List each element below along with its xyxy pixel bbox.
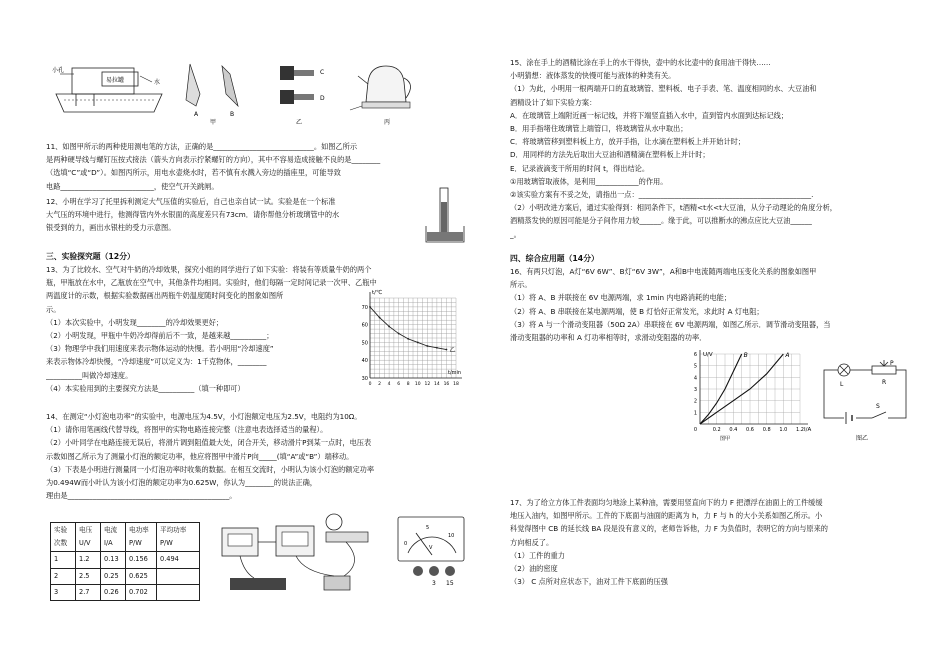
table-header: 电流I/A	[101, 523, 126, 552]
caption-jia: 图甲	[720, 436, 731, 442]
q14-line: （2）小叶同学在电路连接无误后，将滑片调到阻值最大处，闭合开关，移动滑片P到某一点时，电压表	[46, 438, 372, 448]
section-4-heading: 四、综合应用题（14分）	[510, 254, 599, 263]
meter-terminal-15: 15	[446, 580, 454, 587]
q14-line: 14、在测定“小灯泡电功率”的实验中，电源电压为4.5V，小灯泡额定电压为2.5V，电阻约为10Ω。	[46, 412, 362, 421]
x-tick-label: 4	[387, 382, 391, 387]
x-tick-label: 10	[414, 382, 421, 387]
x-axis-label: t/min	[448, 370, 462, 376]
measurement-table	[50, 522, 200, 601]
meter-terminal-3: 3	[432, 580, 436, 587]
q14-line: 为0.494W而小叶认为该小灯泡的额定功率为0.625W，你认为________的说法正确，	[46, 478, 317, 488]
x-tick-label: 1.2	[796, 427, 804, 433]
circuit-label-r: R	[882, 379, 887, 386]
caption-yi: 图乙	[856, 435, 869, 442]
q16-line: 所示。	[510, 280, 532, 290]
q16-line: 滑动变阻器的功率和 A 灯功率相等时，求滑动变阻器的功率．	[510, 333, 707, 343]
q13-line: 来表示物体冷却快慢，“冷却速度”可以定义为：1千克物体，________	[46, 357, 267, 367]
q15-line: E．记录液滴变干所用的时间 t，得出结论。	[510, 163, 650, 173]
data-point	[417, 342, 419, 344]
q15-line: C．将玻璃管移到塑料板上方，放开手指，让水滴在塑料板上并开始计时；	[510, 137, 746, 147]
label-small-hole: 小孔	[52, 67, 65, 74]
kettle-figure	[350, 66, 411, 126]
x-tick-label: 2	[378, 382, 381, 387]
meter-tick-5: 5	[426, 525, 430, 531]
q17-line: 科觉得图中 CB 的延长线 BA 段是没有意义的，老师告诉他，力 F 为负值时，表明它的方向与原来的	[510, 524, 828, 534]
meter-tick-10: 10	[448, 533, 455, 539]
question-16	[510, 265, 910, 344]
data-point	[388, 326, 390, 328]
table-cell: 0.625	[126, 568, 157, 584]
q17-line: （3） C 点所对应状态下，油对工件下底面的压强	[510, 577, 668, 587]
label-can: 易拉罐	[106, 77, 125, 84]
label-D: D	[320, 95, 325, 102]
table-cell: 1.2	[76, 552, 101, 568]
q14-line: （1）请你用笔画线代替导线，将图甲的实物电路连接完整（注意电表选择适当的量程）。	[46, 425, 328, 435]
question-15	[510, 56, 910, 241]
x-tick-label: 12	[424, 382, 431, 387]
table-header: 实验次数	[51, 523, 76, 552]
y-tick-label: 3	[693, 387, 697, 393]
table-header: 电压U/V	[76, 523, 101, 552]
q13-line: （4）本实验用到的主要探究方法是__________（填一种即可）	[46, 383, 245, 393]
iv-curve-chart	[686, 346, 816, 444]
can-in-water-figure	[52, 66, 162, 112]
x-tick-label: 1.0	[779, 427, 788, 433]
data-point	[379, 317, 381, 319]
circuit-diagram-yi	[816, 360, 914, 444]
q17-line: 方向相反了。	[510, 537, 554, 547]
data-point	[398, 333, 400, 335]
x-tick-label: 16	[443, 382, 450, 387]
table-header: 平均功率P/W	[157, 523, 200, 552]
x-tick-label: 14	[434, 382, 440, 387]
q13-line: 两温度计的示数，根据实验数据画出两瓶牛奶温度随时间变化的图象如图所	[46, 291, 284, 301]
q11-line: 是两种硬导线与螺钉压按式接法（箭头方向表示拧紧螺钉的方向），其中不容易造成接触不良的是________	[46, 155, 381, 165]
q12-line: 大气压的环境中进行，他测得管内外水银面的高度差只有73cm．请你帮他分析玻璃管中的水	[46, 210, 340, 220]
label-water: 水	[154, 79, 161, 86]
q15-line: D．用同样的方法先后取出大豆油和酒精滴在塑料板上并计时；	[510, 150, 710, 160]
table-cell: 0.702	[126, 584, 157, 600]
x-tick-label: 18	[453, 382, 459, 387]
label-A: A	[194, 111, 199, 118]
q15-line: 酒精设计了如下实验方案：	[510, 97, 597, 107]
curve-label: 乙	[449, 347, 455, 354]
x-tick-label: 8	[406, 382, 410, 387]
x-tick-label: 0.8	[762, 427, 771, 433]
y-tick-label: 6	[693, 352, 697, 358]
q17-line: （1）工件的重力	[510, 550, 565, 560]
y-tick-label: 5	[693, 363, 697, 370]
table-cell: 0.156	[126, 552, 157, 568]
table-cell	[157, 568, 200, 584]
table-cell: 1	[51, 552, 76, 568]
q13-line: 示。	[46, 304, 61, 314]
table-cell: 2	[51, 568, 76, 584]
section-3-heading: 三、实验探究题（12分）	[46, 252, 135, 261]
table-cell: 0.26	[101, 584, 126, 600]
y-tick-label: 40	[361, 358, 368, 365]
q15-line: 小明猜想：液体蒸发的快慢可能与液体的种类有关。	[510, 71, 676, 81]
table-cell: 2.7	[76, 584, 101, 600]
table-cell: 0.13	[101, 552, 126, 568]
y-tick-label: 30	[361, 376, 368, 382]
x-tick-label: 0	[368, 382, 372, 387]
y-tick-label: 60	[361, 322, 368, 329]
table-cell: 3	[51, 584, 76, 600]
table-row	[51, 552, 200, 568]
q17-line: 17、为了给立方体工件表面均匀地涂上某种油，需要用竖直向下的力 F 把漂浮在油面上的工件缓缓	[510, 498, 823, 507]
table-row	[51, 568, 200, 584]
table-cell: 2.5	[76, 568, 101, 584]
origin-label: 0	[693, 427, 697, 433]
question-11	[46, 140, 464, 193]
data-point	[436, 347, 438, 349]
label-B: B	[230, 111, 235, 118]
meter-tick-0: 0	[404, 541, 408, 547]
y-tick-label: 4	[693, 375, 697, 382]
x-tick-label: 0.6	[746, 427, 754, 433]
q13-line: （3）物理学中我们用速度来表示物体运动的快慢。若小明用“冷却速度”	[46, 344, 274, 354]
q15-line: （1）为此，小明用一根两端开口的直玻璃管、塑料板、电子手表、笔、温度相同的水、大豆油和	[510, 84, 817, 94]
q15-line: A．在玻璃管上端附近画一标记线，并将下端竖直插入水中，直到管内水面到达标记线；	[510, 110, 789, 120]
data-point	[446, 349, 448, 351]
q13-line: （1）本次实验中，小明发现________的冷却效果更好；	[46, 317, 224, 327]
q11-line: 电路__________________________，使空气开关跳闸。	[46, 181, 219, 191]
mercury-tube-figure	[424, 186, 468, 248]
question-12	[46, 195, 416, 235]
y-tick-label: 50	[361, 340, 368, 347]
q15-line: ②该实验方案有不妥之处，请指出一点：________________________________________________.	[510, 190, 814, 200]
figure-row-top	[50, 54, 450, 126]
circuit-label-l: L	[840, 381, 844, 388]
x-tick-label: 0.4	[729, 427, 738, 433]
q15-line: 酒精蒸发快的原因可能是分子间作用力较______。缘于此，可以推断水的沸点应比大豆油______	[510, 216, 812, 226]
label-C: C	[320, 69, 325, 76]
series-label: A	[785, 352, 790, 359]
q14-line: （3）下表是小明进行测量同一小灯泡功率时收集的数据。在相互交流时，小明认为该小灯泡的额定功率	[46, 464, 375, 474]
q13-line: __________叫做冷却速度。	[46, 370, 133, 380]
label-jia: 甲	[210, 119, 217, 126]
q14-line: 示数如图乙所示为了测量小灯泡的额定功率，他应将图甲中滑片P向_____(填“A”或“B”）端移动。	[46, 451, 354, 461]
q16-line: （1）将 A、B 并联接在 6V 电源两端，求 1min 内电路消耗的电能；	[510, 293, 732, 303]
x-tick-label: 0.2	[712, 427, 721, 433]
q11-line: （选填“C”或“D”）。如图丙所示，用电水壶烧水时，若不慎有水溅入旁边的插座里，可能导致	[46, 168, 341, 178]
label-bing: 丙	[384, 119, 391, 126]
y-tick-label: 2	[693, 398, 697, 405]
q12-line: 银受到的力，画出水银柱的受力示意图。	[46, 223, 176, 233]
table-cell: 0.494	[157, 552, 200, 568]
screw-terminal-figure	[280, 66, 325, 126]
data-point	[369, 306, 371, 308]
table-header: 电功率P/W	[126, 523, 157, 552]
q13-line: （2）小明发现，甲瓶中牛奶冷却得前后不一致，是越来越__________；	[46, 331, 274, 341]
q16-line: （2）将 A、B 串联接在某电源两端，使 B 灯恰好正常发光，求此时 A 灯电阻；	[510, 306, 764, 316]
q15-line: 15、涂在手上的酒精比涂在手上的水干得快，壶中的水比壶中的食用油干得快……	[510, 58, 771, 67]
test-pen-figure	[186, 64, 238, 126]
q15-line: B．用手指堵住玻璃管上端管口，将玻璃管从水中取出；	[510, 124, 688, 134]
y-tick-label: 70	[361, 304, 368, 311]
meter-unit: V	[429, 545, 433, 551]
y-tick-label: 1	[693, 410, 697, 417]
q13-line: 13、为了比较水、空气对牛奶的冷却效果，探究小组的同学进行了如下实验：将装有等质量牛奶的两个	[46, 265, 372, 274]
table-row	[51, 584, 200, 600]
x-axis-label: I/A	[804, 427, 812, 433]
q16-line: （3）将 A 与一个滑动变阻器（50Ω 2A）串联接在 6V 电源两端，如图乙所示．调节滑动变阻器，当	[510, 319, 831, 329]
data-point	[407, 338, 409, 340]
question-14	[46, 410, 464, 502]
data-point	[426, 345, 428, 347]
label-yi: 乙	[296, 119, 303, 126]
q15-line: ①用玻璃管取液体，是利用____________的作用。	[510, 176, 668, 186]
y-axis-label: t/℃	[372, 290, 383, 296]
table-header-row	[51, 523, 200, 552]
question-17	[510, 496, 910, 588]
q17-line: （2）油的密度	[510, 564, 558, 574]
voltmeter-dial-figure	[396, 515, 468, 587]
circuit-label-s: S	[876, 403, 880, 410]
q15-line: _。	[510, 229, 521, 239]
q15-line: （2）小明改进方案后，通过实验得到：相同条件下，t酒精<t水<t大豆油，从分子动理论的角度分析，	[510, 203, 837, 213]
table-cell: 0.25	[101, 568, 126, 584]
y-axis-label: U/V	[703, 352, 713, 358]
q17-line: 地压入油内，如图甲所示。工件的下底面与油面的距离为 h，力 F 与 h 的大小关系如图乙所示。小	[510, 511, 823, 521]
cooling-curve-chart	[352, 286, 470, 400]
q12-line: 12、小明在学习了托里拆利测定大气压值的实验后，自己也亲自试一试。实验是在一个标准	[46, 197, 336, 206]
q16-line: 16、有两只灯泡，A灯“6V 6W”、B灯“6V 3W”，A和B中电流随两端电压变化关系的图象如图甲	[510, 267, 817, 276]
table-cell	[157, 584, 200, 600]
q11-line: 11、如图甲所示的两种使用测电笔的方法，正确的是____________________________。如图乙所示	[46, 142, 358, 151]
circuit-apparatus-figure	[214, 512, 384, 606]
q13-line: 瓶，甲瓶放在水中，乙瓶放在空气中，其他条件均相同。实验时，他们每隔一定时间记录一次甲、乙瓶中	[46, 278, 377, 288]
circuit-label-p: P	[890, 360, 894, 367]
series-label: B	[743, 352, 748, 359]
q14-line: 理由是_____________________________________________。	[46, 491, 237, 501]
x-tick-label: 6	[397, 382, 401, 387]
